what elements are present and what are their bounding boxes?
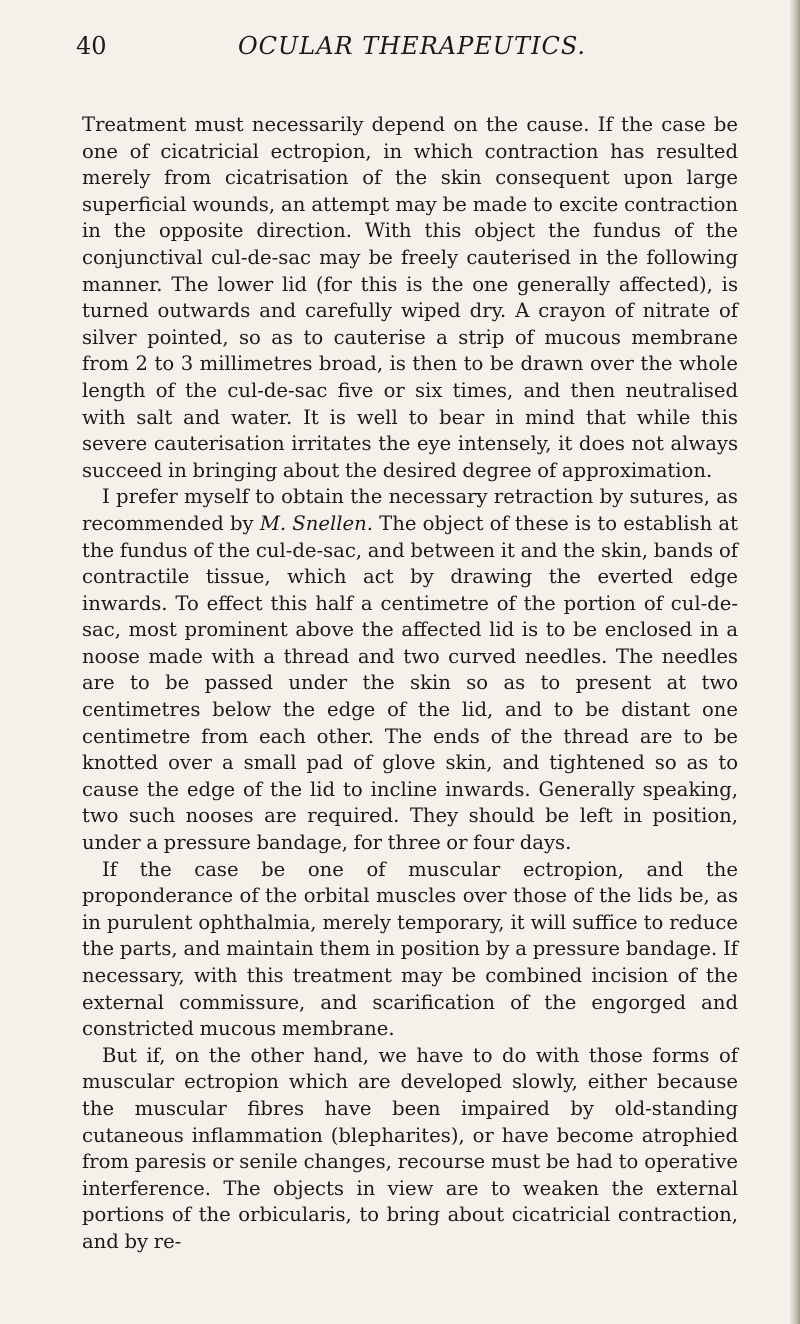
paragraph-sutures-text-before: I prefer myself to obtain the necessary retraction by sutures, as recommended by [82,485,738,535]
page-header [76,30,736,70]
paragraph-muscular-ectropion: If the case be one of muscular ectropion, and the proponderance of the orbital muscles over those of the lids be, as in purulent ophthalmia, merely temporary, it will suffice to reduce the parts, and maintain them in position by a pressure bandage. If necessary, with this treatment may be combined incision of the external commissure, and scarification of the engorged and constricted mucous membrane. [82,857,738,1041]
body-text [82,112,738,1256]
paragraph-operative-interference: But if, on the other hand, we have to do with those forms of muscular ectropion which are developed slowly, either because the muscular fibres have been impaired by old-standing cutaneous inflammation (blepharites), or have become atrophied from paresis or senile changes, recourse must be had to operative interference. The objects in view are to weaken the external portions of the orbicularis, to bring about cicatricial contraction, and by re- [82,1043,738,1253]
paragraph-treatment: Treatment must necessarily depend on the cause. If the case be one of cicatricial ectropion, in which contraction has resulted merely from cicatrisation of the skin consequent upon large superficial wounds, an attempt may be made to excite contraction in the opposite direction. With this object the fundus of the conjunctival cul-de-sac may be freely cauterised in the following manner. The lower lid (for this is the one generally affected), is turned outwards and carefully wiped dry. A crayon of nitrate of silver pointed, so as to cauterise a strip of mucous membrane from 2 to 3 millimetres broad, is then to be drawn over the whole length of the cul-de-sac five or six times, and then neutralised with salt and water. It is well to bear in mind that while this severe cauterisation irritates the eye intensely, it does not always succeed in bringing about the desired degree of approximation. [82,113,738,482]
paragraph-sutures-text-after: The object of these is to establish at the fundus of the cul-de-sac, and between it and the skin, bands of contractile tissue, which act by drawing the everted edge inwards. To effect this half a centimetre of the portion of cul-de-sac, most prominent above the affected lid is to be enclosed in a noose made with a thread and two curved needles. The needles are to be passed under the skin so as to present at two centimetres below the edge of the lid, and to be distant one centimetre from each other. The ends of the thread are to be knotted over a small pad of glove skin, and tightened so as to cause the edge of the lid to incline inwards. Generally speaking, two such nooses are required. They should be left in position, under a pressure bandage, for three or four days. [82,511,738,855]
author-name: M. Snellen. [259,511,373,535]
running-title: OCULAR THERAPEUTICS. [238,32,587,60]
page-edge-shadow [790,0,800,1324]
page-number: 40 [76,32,107,60]
paragraph-sutures [82,484,738,856]
